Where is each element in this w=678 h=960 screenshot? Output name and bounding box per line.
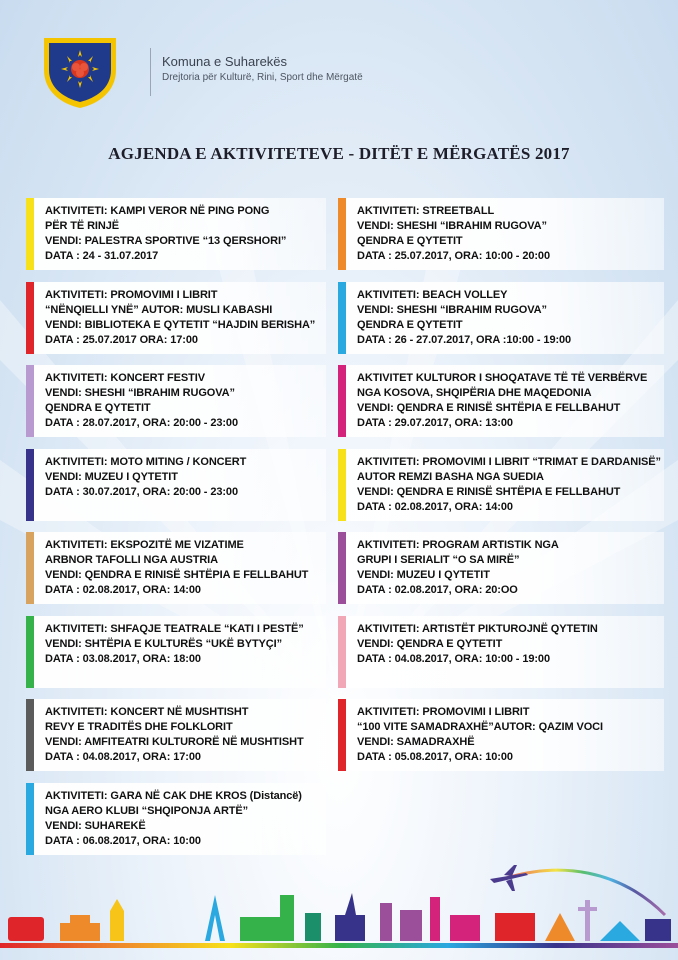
activity-details <box>357 371 660 431</box>
activity-line: DATA : 25.07.2017, ORA: 10:00 - 20:00 <box>357 250 550 262</box>
activity-line: VENDI: BIBLIOTEKA E QYTETIT “HAJDIN BERISHA” <box>45 318 316 331</box>
activity-line: AKTIVITETI: PROMOVIMI I LIBRIT <box>45 288 218 301</box>
activity-line: AKTIVITETI: SHFAQJE TEATRALE “KATI I PESTË” <box>45 622 304 635</box>
activity-line: DATA : 28.07.2017, ORA: 20:00 - 23:00 <box>45 417 238 429</box>
activity-line: VENDI: SHESHI “IBRAHIM RUGOVA” <box>357 220 547 232</box>
activity-line: “100 VITE SAMADRAXHË”AUTOR: QAZIM VOCI <box>357 721 603 733</box>
activity-line: DATA : 24 - 31.07.2017 <box>45 250 159 262</box>
activity-line: VENDI: SHTËPIA E KULTURËS “UKË BYTYÇI” <box>45 637 282 650</box>
activity-card <box>26 699 326 771</box>
activity-details <box>357 288 660 348</box>
activity-line: QENDRA E QYTETIT <box>357 318 463 331</box>
activity-line: VENDI: SHESHI “IBRAHIM RUGOVA” <box>357 303 547 316</box>
activity-line: NGA KOSOVA, SHQIPËRIA DHE MAQEDONIA <box>357 387 592 399</box>
activity-color-bar <box>26 699 34 771</box>
activity-color-bar <box>26 282 34 354</box>
activity-color-bar <box>338 449 346 521</box>
activity-line: “NËNQIELLI YNË” AUTOR: MUSLI KABASHI <box>45 303 273 316</box>
activity-line: QENDRA E QYTETIT <box>45 402 151 414</box>
activity-color-bar <box>338 532 346 604</box>
activity-line: AKTIVITETI: STREETBALL <box>357 205 495 217</box>
activity-details <box>45 455 322 500</box>
municipality-logo <box>40 30 120 110</box>
activity-line: DATA : 02.08.2017, ORA: 20:OO <box>357 584 518 596</box>
activity-details <box>45 371 322 431</box>
activity-details <box>45 622 322 667</box>
activity-card <box>338 282 664 354</box>
activity-card <box>338 616 664 688</box>
activity-card <box>338 365 664 437</box>
activity-line: DATA : 25.07.2017 ORA: 17:00 <box>45 333 198 346</box>
activity-color-bar <box>26 616 34 688</box>
activity-line: VENDI: QENDRA E RINISË SHTËPIA E FELLBAHUT <box>357 485 621 498</box>
organization-department: Drejtoria për Kulturë, Rini, Sport dhe Mërgatë <box>162 72 363 83</box>
activity-line: VENDI: AMFITEATRI KULTURORË NË MUSHTISHT <box>45 736 304 748</box>
activity-details <box>45 204 322 264</box>
activity-line: DATA : 29.07.2017, ORA: 13:00 <box>357 417 513 429</box>
activity-details <box>357 622 660 667</box>
activity-line: VENDI: PALESTRA SPORTIVE “13 QERSHORI” <box>45 235 287 247</box>
activity-card <box>338 198 664 270</box>
activity-line: VENDI: SAMADRAXHË <box>357 736 475 748</box>
header <box>40 30 640 110</box>
activity-line: DATA : 03.08.2017, ORA: 18:00 <box>45 652 201 665</box>
activity-details <box>45 789 322 849</box>
activity-line: AKTIVITETI: KONCERT FESTIV <box>45 372 205 384</box>
activity-color-bar <box>26 783 34 855</box>
activity-line: DATA : 02.08.2017, ORA: 14:00 <box>357 500 513 513</box>
activity-line: DATA : 04.08.2017, ORA: 10:00 - 19:00 <box>357 652 550 665</box>
activity-color-bar <box>338 616 346 688</box>
activity-line: AKTIVITETI: GARA NË CAK DHE KROS (Distancë) <box>45 789 302 802</box>
activity-line: NGA AERO KLUBI “SHQIPONJA ARTË” <box>45 804 249 817</box>
activity-line: AKTIVITETI: MOTO MITING / KONCERT <box>45 455 247 468</box>
header-divider <box>150 48 151 96</box>
activity-line: PËR TË RINJË <box>45 220 119 232</box>
activity-line: REVY E TRADITËS DHE FOLKLORIT <box>45 721 233 733</box>
activity-details <box>45 538 322 598</box>
activity-color-bar <box>338 198 346 270</box>
activity-line: VENDI: QENDRA E RINISË SHTËPIA E FELLBAHUT <box>357 402 621 414</box>
activity-line: AKTIVITETI: PROMOVIMI I LIBRIT <box>357 706 530 718</box>
activity-color-bar <box>338 282 346 354</box>
activity-card <box>26 532 326 604</box>
page-title: AGJENDA E AKTIVITETEVE - DITËT E MËRGATËS 2017 <box>108 144 570 163</box>
activity-line: AKTIVITETI: KONCERT NË MUSHTISHT <box>45 706 249 718</box>
activity-card <box>26 783 326 855</box>
activity-card <box>26 365 326 437</box>
activity-details <box>357 204 660 264</box>
activity-line: ARBNOR TAFOLLI NGA AUSTRIA <box>45 554 218 566</box>
activity-line: AKTIVITETI: BEACH VOLLEY <box>357 288 508 301</box>
activity-line: AKTIVITETI: PROGRAM ARTISTIK NGA <box>357 539 559 551</box>
activity-line: DATA : 30.07.2017, ORA: 20:00 - 23:00 <box>45 485 238 498</box>
activity-card <box>26 616 326 688</box>
activity-color-bar <box>26 449 34 521</box>
activity-line: VENDI: QENDRA E QYTETIT <box>357 637 503 650</box>
activity-details <box>45 288 322 348</box>
activity-line: DATA : 02.08.2017, ORA: 14:00 <box>45 584 201 596</box>
activity-color-bar <box>338 699 346 771</box>
activity-details <box>357 455 660 515</box>
organization-name: Komuna e Suharekës <box>162 54 288 69</box>
city-skyline-illustration <box>0 855 678 960</box>
activity-line: AKTIVITETI: KAMPI VEROR NË PING PONG <box>45 205 270 217</box>
activity-line: VENDI: MUZEU I QYTETIT <box>45 470 178 483</box>
activity-details <box>357 705 660 765</box>
activity-card <box>338 449 664 521</box>
activity-line: VENDI: SUHAREKË <box>45 819 146 832</box>
activity-card <box>26 282 326 354</box>
activity-line: AKTIVITETI: EKSPOZITË ME VIZATIME <box>45 539 244 551</box>
activity-line: DATA : 06.08.2017, ORA: 10:00 <box>45 834 201 847</box>
activity-color-bar <box>26 365 34 437</box>
activity-line: AKTIVITET KULTUROR I SHOQATAVE TË TË VERBËRVE <box>357 372 648 384</box>
activity-line: AUTOR REMZI BASHA NGA SUEDIA <box>357 470 544 483</box>
activity-color-bar <box>26 532 34 604</box>
activity-card <box>338 532 664 604</box>
activity-line: DATA : 04.08.2017, ORA: 17:00 <box>45 751 201 763</box>
activity-card <box>26 198 326 270</box>
activity-line: AKTIVITETI: ARTISTËT PIKTUROJNË QYTETIN <box>357 622 598 635</box>
activity-card <box>338 699 664 771</box>
activity-line: VENDI: QENDRA E RINISË SHTËPIA E FELLBAHUT <box>45 569 309 581</box>
activity-color-bar <box>26 198 34 270</box>
activity-line: DATA : 26 - 27.07.2017, ORA :10:00 - 19:00 <box>357 333 572 346</box>
activity-line: VENDI: MUZEU I QYTETIT <box>357 569 490 581</box>
activity-card <box>26 449 326 521</box>
activity-details <box>357 538 660 598</box>
activity-line: DATA : 05.08.2017, ORA: 10:00 <box>357 751 513 763</box>
activity-line: AKTIVITETI: PROMOVIMI I LIBRIT “TRIMAT E DARDANISË” <box>357 455 661 468</box>
activity-color-bar <box>338 365 346 437</box>
activity-line: VENDI: SHESHI “IBRAHIM RUGOVA” <box>45 387 235 399</box>
activity-details <box>45 705 322 765</box>
activity-line: GRUPI I SERIALIT “O SA MIRË” <box>357 554 520 566</box>
activity-line: QENDRA E QYTETIT <box>357 235 463 247</box>
